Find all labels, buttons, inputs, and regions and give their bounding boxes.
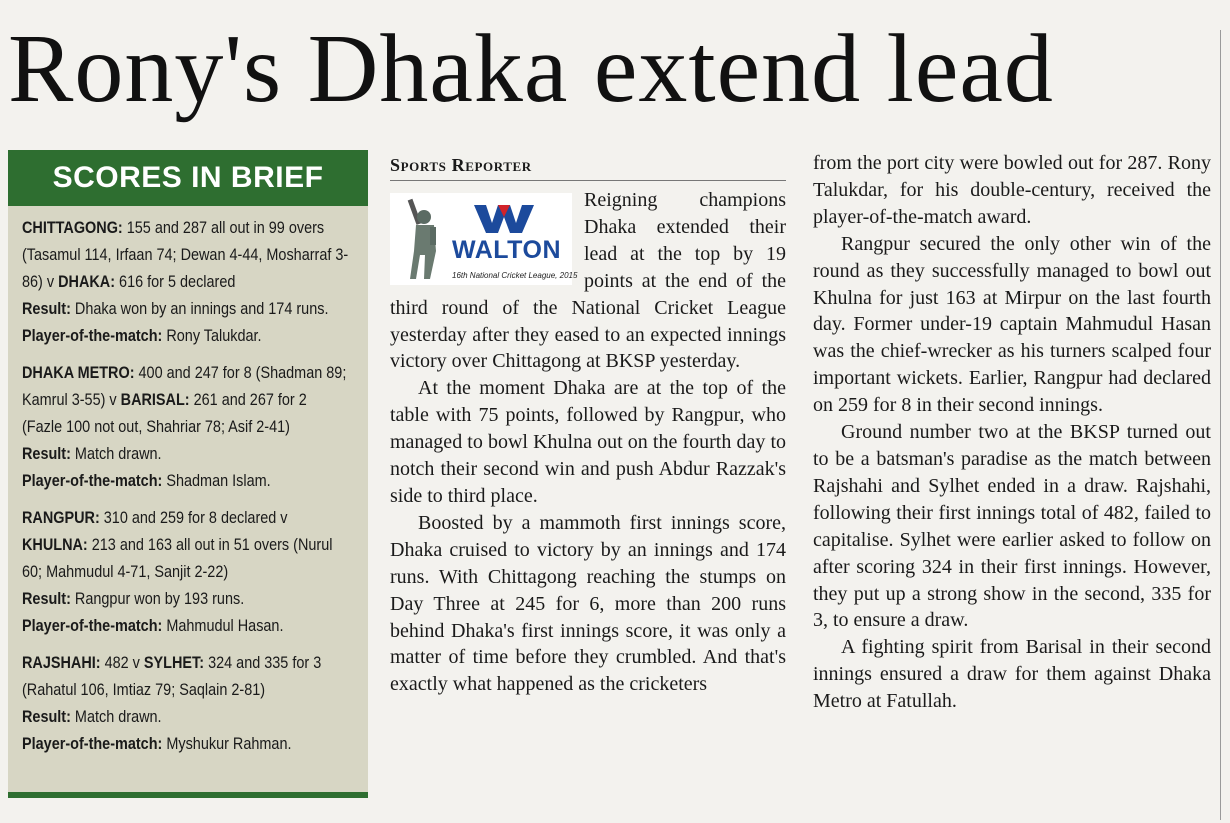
- potm-label: Player-of-the-match:: [22, 471, 163, 490]
- player-of-match: [22, 612, 349, 639]
- paragraph: A fighting spirit from Barisal in their second innings ensured a draw for them against Dhaka Metro at Fatullah.: [813, 636, 1211, 713]
- result-text: Rangpur won by 193 runs.: [70, 589, 245, 608]
- result-label: Result:: [22, 589, 71, 608]
- paragraph: Reigning champions Dhaka extended their lead at the top by 19 points at the end of the third round of the National Cricket League yesterday after they eased to an expected innings victory over Chittagong at BKSP yesterday.: [390, 189, 786, 373]
- result-label: Result:: [22, 444, 71, 463]
- match-brief-1: [22, 214, 354, 349]
- match-score-line: [22, 504, 349, 585]
- walton-w-mark-icon: [472, 201, 536, 235]
- result-label: Result:: [22, 299, 71, 318]
- team-name: DHAKA:: [58, 272, 116, 291]
- match-brief-3: [22, 504, 354, 639]
- match-score-line: [22, 214, 349, 295]
- player-of-match: [22, 322, 349, 349]
- result-text: Match drawn.: [70, 444, 162, 463]
- team-name: RAJSHAHI:: [22, 653, 101, 672]
- score-text: 213 and 163 all out in 51 overs (Nurul 60; Mahmudul 4-71, Sanjit 2-22): [22, 535, 333, 581]
- batsman-icon: [394, 195, 452, 283]
- paragraph: Ground number two at the BKSP turned out to be a batsman's paradise as the match between Rajshahi and Sylhet ended in a draw. Rajshahi, following their first innings total of 482, failed to capitalise. Sylhet were earlier asked to follow on after scoring 324 in their first innings. However, they put up a strong show in the second, 335 for 3, to ensure a draw.: [813, 421, 1211, 632]
- column-rule: [1220, 30, 1221, 820]
- sidebar-bottom-bar: [8, 792, 368, 798]
- article-column-2: [813, 150, 1211, 715]
- team-name: RANGPUR:: [22, 508, 100, 527]
- team-name: CHITTAGONG:: [22, 218, 123, 237]
- match-result: [22, 703, 349, 730]
- potm-name: Mahmudul Hasan.: [162, 616, 284, 635]
- score-text: 616 for 5 declared: [115, 272, 236, 291]
- score-text: 155 and 287 all out in 99 overs (Tasamul 114, Irfaan 74; Dewan 4-44, Mosharraf 3-86) v: [22, 218, 349, 291]
- score-text: 310 and 259 for 8 declared v: [99, 508, 288, 527]
- match-brief-2: [22, 359, 354, 494]
- walton-ncl-logo: [390, 193, 578, 285]
- paragraph: Rangpur secured the only other win of the round as they successfully managed to bowl out Khulna for just 163 at Mirpur on the last fourth day. Former under-19 captain Mahmudul Hasan was the chief-wrecker as his turners scalped four important wickets. Earlier, Rangpur had declared on 259 for 8 in their second innings.: [813, 232, 1211, 417]
- team-name: SYLHET:: [143, 653, 205, 672]
- byline: Sports Reporter: [390, 150, 786, 181]
- potm-name: Myshukur Rahman.: [162, 734, 292, 753]
- scores-sidebar: [8, 150, 368, 798]
- team-name: BARISAL:: [120, 390, 190, 409]
- player-of-match: [22, 730, 349, 757]
- potm-label: Player-of-the-match:: [22, 616, 163, 635]
- match-result: [22, 295, 349, 322]
- walton-brand: WALTON: [452, 236, 562, 264]
- match-score-line: [22, 359, 349, 440]
- paragraph-continued: from the port city were bowled out for 287. Rony Talukdar, for his double-century, received the player-of-the-match award.: [813, 152, 1211, 228]
- potm-label: Player-of-the-match:: [22, 326, 163, 345]
- team-name: DHAKA METRO:: [22, 363, 135, 382]
- potm-label: Player-of-the-match:: [22, 734, 163, 753]
- paragraph: Boosted by a mammoth first innings score, Dhaka cruised to victory by an innings and 174 runs. With Chittagong reaching the stumps on Day Three at 245 for 6, more than 200 runs behind Dhaka's first innings score, it was only a matter of time before they crumbled. And that's exactly what happened as the cricketers: [390, 511, 786, 696]
- team-name: KHULNA:: [22, 535, 88, 554]
- potm-name: Rony Talukdar.: [162, 326, 262, 345]
- result-text: Dhaka won by an innings and 174 runs.: [70, 299, 329, 318]
- result-text: Match drawn.: [70, 707, 162, 726]
- paragraph: At the moment Dhaka are at the top of the table with 75 points, followed by Rangpur, who managed to bowl Khulna out on the fourth day to notch their second win and push Abdur Razzak's side to third place.: [390, 377, 786, 507]
- match-brief-4: [22, 649, 354, 757]
- match-result: [22, 585, 349, 612]
- result-label: Result:: [22, 707, 71, 726]
- league-caption: 16th National Cricket League, 2015: [452, 271, 578, 280]
- potm-name: Shadman Islam.: [162, 471, 271, 490]
- score-briefs: [8, 206, 368, 757]
- score-text: 400 and 247 for 8 (Shadman 89; Kamrul 3-55) v: [22, 363, 347, 409]
- player-of-match: [22, 467, 349, 494]
- score-text: 482 v: [100, 653, 144, 672]
- headline: Rony's Dhaka extend lead: [8, 15, 1054, 123]
- score-text: 324 and 335 for 3 (Rahatul 106, Imtiaz 79; Saqlain 2-81): [22, 653, 322, 699]
- score-text: 261 and 267 for 2 (Fazle 100 not out, Shahriar 78; Asif 2-41): [22, 390, 307, 436]
- article-column-1: [390, 150, 786, 698]
- match-score-line: [22, 649, 349, 703]
- match-result: [22, 440, 349, 467]
- sidebar-title: SCORES IN BRIEF: [8, 150, 368, 206]
